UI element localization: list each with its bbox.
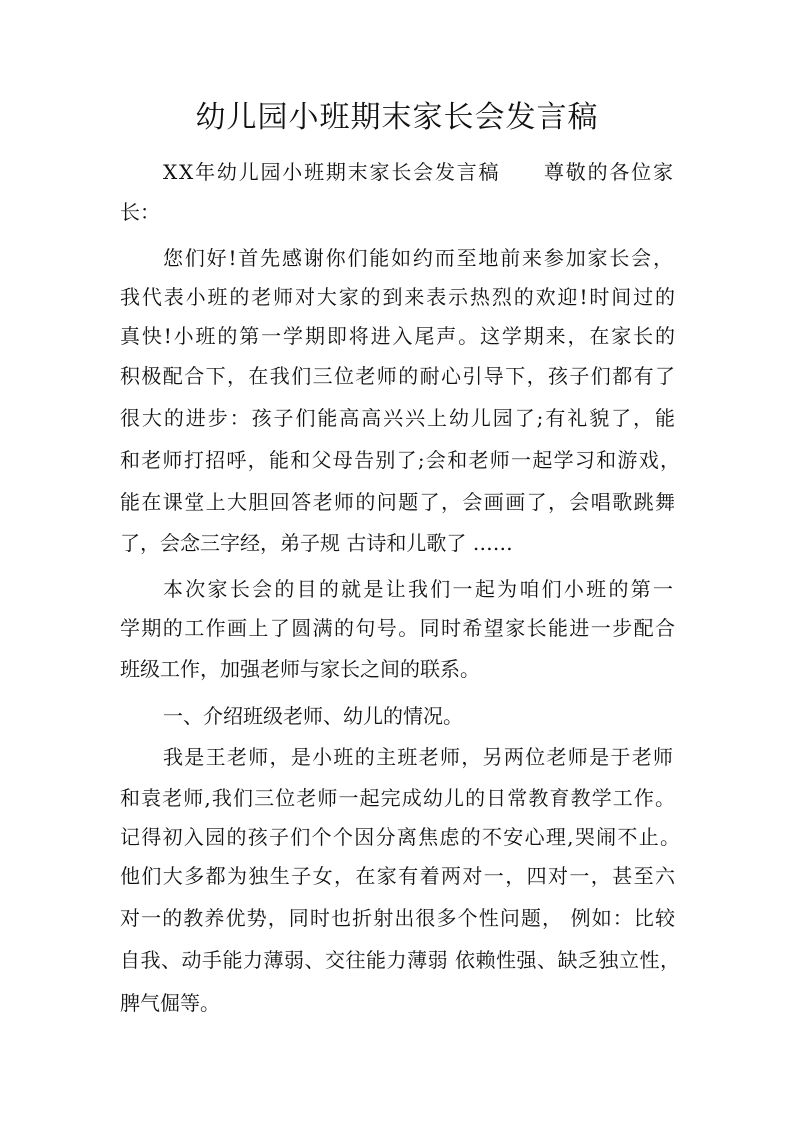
paragraph-line: 真快!小班的第一学期即将进入尾声。这学期来，在家长的	[120, 324, 677, 348]
paragraph-line: 积极配合下，在我们三位老师的耐心引导下，孩子们都有了	[120, 364, 677, 388]
paragraph-line: 长：	[120, 200, 160, 224]
paragraph-line: 班级工作，加强老师与家长之间的联系。	[120, 657, 480, 681]
paragraph-line: 本次家长会的目的就是让我们一起为咱们小班的第一	[163, 577, 676, 601]
document-title: 幼儿园小班期末家长会发言稿	[195, 100, 599, 135]
paragraph-line: 您们好!首先感谢你们能如约而至地前来参加家长会，	[163, 246, 675, 270]
paragraph-line: 我代表小班的老师对大家的到来表示热烈的欢迎!时间过的	[120, 285, 677, 309]
paragraph-line: 很大的进步：孩子们能高高兴兴上幼儿园了;有礼貌了，能	[120, 406, 677, 430]
paragraph-line: 对一的教养优势，同时也折射出很多个性问题， 例如：比较	[120, 906, 677, 930]
paragraph-line: 我是王老师，是小班的主班老师，另两位老师是于老师	[163, 745, 675, 769]
paragraph-line: 了，会念三字经，弟子规 古诗和儿歌了 ……	[120, 531, 513, 555]
paragraph-line: 他们大多都为独生子女，在家有着两对一，四对一，甚至六	[120, 864, 677, 888]
paragraph-line: 学期的工作画上了圆满的句号。同时希望家长能进一步配合	[120, 616, 677, 640]
paragraph-line: XX年幼儿园小班期末家长会发言稿 尊敬的各位家	[163, 160, 675, 184]
section-heading: 一、介绍班级老师、幼儿的情况。	[163, 704, 463, 728]
paragraph-line: 脾气倔等。	[120, 991, 220, 1015]
paragraph-line: 自我、动手能力薄弱、交往能力薄弱 依赖性强、缺乏独立性，	[120, 948, 681, 972]
paragraph-line: 记得初入园的孩子们个个因分离焦虑的不安心理,哭闹不止。	[120, 825, 682, 849]
paragraph-line: 能在课堂上大胆回答老师的问题了，会画画了，会唱歌跳舞	[120, 490, 677, 514]
paragraph-line: 和老师打招呼，能和父母告别了;会和老师一起学习和游戏，	[120, 448, 682, 472]
paragraph-line: 和袁老师,我们三位老师一起完成幼儿的日常教育教学工作。	[120, 786, 677, 810]
